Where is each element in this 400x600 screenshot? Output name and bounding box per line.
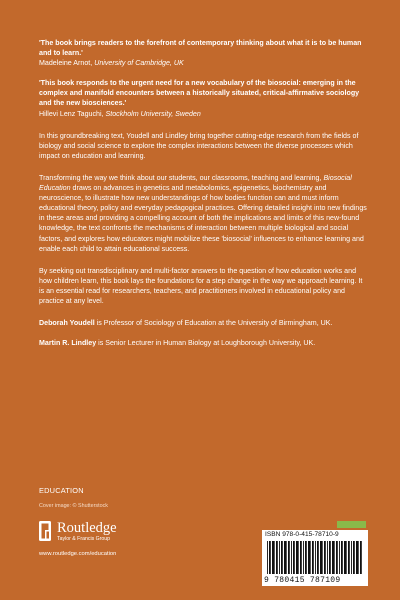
routledge-mark-icon [38, 520, 52, 542]
barcode-bar [279, 541, 280, 574]
endorsement-affiliation: University of Cambridge, UK [94, 59, 184, 68]
barcode-bar [267, 541, 268, 574]
barcode-icon [267, 541, 364, 574]
barcode-bar [269, 541, 271, 574]
barcode-bar [348, 541, 350, 574]
barcode-bar [339, 541, 340, 574]
book-title: Biosocial Education [39, 173, 352, 193]
barcode-bar [332, 541, 335, 574]
barcode-bar [329, 541, 331, 574]
publisher-logo [38, 520, 168, 546]
barcode-bar [336, 541, 338, 574]
barcode-bar [327, 541, 328, 574]
barcode-bar [344, 541, 347, 574]
cover-image-credit: Cover image: © Shutterstock [39, 503, 108, 509]
author-bio-2 [39, 338, 367, 348]
barcode-bar [356, 541, 359, 574]
barcode-bar [315, 541, 316, 574]
description-paragraph-3: By seeking out transdisciplinary and multi-factor answers to the question of how education works and how children learn, this book lays the foundations for a step change in the way we approach learning. It is an essential read for researchers, teachers, and practitioners involved in educational policy and practice at any level. [39, 266, 363, 305]
barcode-bar [360, 541, 362, 574]
publisher-url[interactable]: www.routledge.com/education [39, 551, 117, 557]
barcode-bar [303, 541, 304, 574]
barcode-bar [353, 541, 355, 574]
publisher-name: Routledge [57, 520, 117, 536]
author-bio-text: is Professor of Sociology of Education at the University of Birmingham, UK. [94, 319, 333, 328]
barcode-bar [291, 541, 292, 574]
price-tag [337, 521, 366, 528]
author-bio-1 [39, 318, 367, 328]
barcode-bar [312, 541, 314, 574]
author-name: Deborah Youdell [39, 319, 95, 328]
endorsement-attribution-2 [39, 109, 367, 119]
barcode-bar [284, 541, 287, 574]
endorsement-quote-1: 'The book brings readers to the forefront of contemporary thinking about what it is to be human and to learn.' [39, 39, 362, 58]
barcode-bar [308, 541, 311, 574]
barcode-bar [324, 541, 326, 574]
barcode-bar [351, 541, 352, 574]
author-name: Martin R. Lindley [39, 339, 97, 348]
paragraph-text: draws on advances in genetics and metabolomics, epigenetics, biochemistry and neuroscience, to illustrate how new understandings of how bodies function can and must inform educational theory, policy and everyday pedagogical practices. Offering detailed insight into new findings in these areas and providing a compelling account of both the implications and limits of this new-found knowledge, the text confronts the mechanisms of interaction between multiple biological and social factors, and explores how educators might mobilize these 'biosocial' influences to enhance learning and enable each child to attain educational success. [39, 184, 367, 253]
barcode-bar [317, 541, 319, 574]
barcode-bar [293, 541, 295, 574]
barcode-bar [276, 541, 278, 574]
barcode-bar [341, 541, 343, 574]
barcode-bar [288, 541, 290, 574]
description-paragraph-2 [39, 173, 367, 254]
barcode-bar [320, 541, 323, 574]
author-bio-text: is Senior Lecturer in Human Biology at Loughborough University, UK. [96, 339, 316, 348]
paragraph-text: Transforming the way we think about our students, our classrooms, teaching and learning, [39, 173, 324, 182]
isbn-label: ISBN 978-0-415-78710-9 [265, 531, 339, 538]
publisher-group: Taylor & Francis Group [57, 536, 111, 542]
cover-text [39, 38, 367, 348]
barcode-bar [296, 541, 299, 574]
endorsement-quote-2: 'This book responds to the urgent need for a new vocabulary of the biosocial: emerging in the complex and manifold encounters between a historically situated, critical-affirmative sociology and the new biosciences.' [39, 79, 360, 108]
barcode-bar [272, 541, 275, 574]
subject-category: EDUCATION [39, 486, 84, 495]
endorsement-attribution-1 [39, 58, 367, 68]
barcode-bar [305, 541, 307, 574]
description-paragraph-1: In this groundbreaking text, Youdell and Lindley bring together cutting-edge research from the fields of biology and social science to explore the complex interactions between the diverse processes which impact on education and learning. [39, 131, 359, 160]
isbn-barcode-box [262, 530, 368, 586]
barcode-bar [300, 541, 302, 574]
barcode-bar [281, 541, 283, 574]
endorsement-affiliation: Stockholm University, Sweden [105, 109, 201, 118]
endorsement-author: Madeleine Arnot, [39, 59, 93, 68]
barcode-number: 9 780415 787109 [264, 576, 341, 585]
endorsement-author: Hillevi Lenz Taguchi, [39, 109, 104, 118]
